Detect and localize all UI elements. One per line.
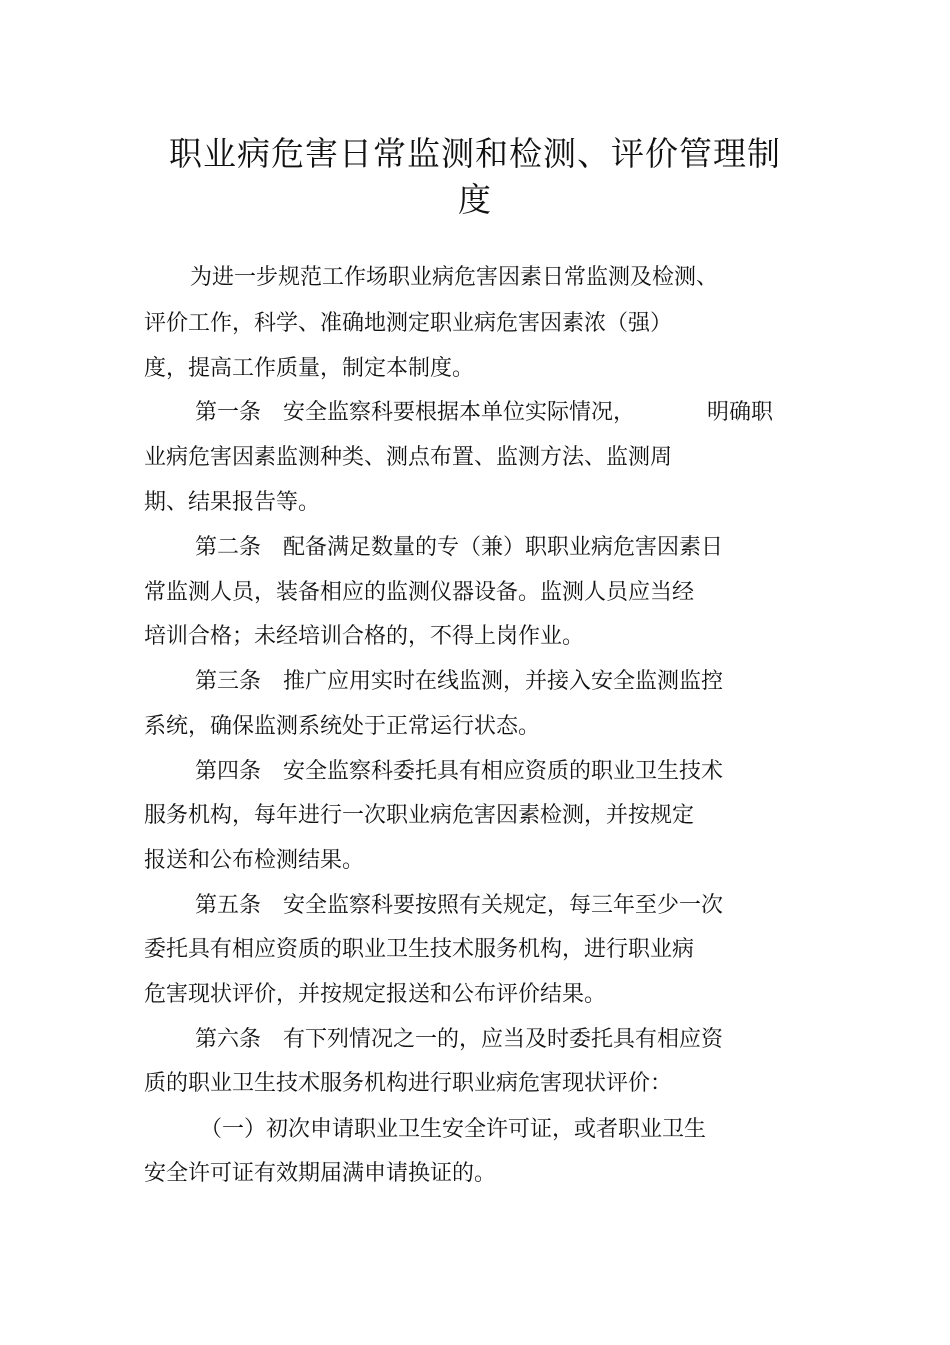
article-6-line-1 <box>195 1025 723 1055</box>
article-4-line-2: 服务机构，每年进行一次职业病危害因素检测，并按规定 <box>144 803 695 828</box>
article-3-text-1: 推广应用实时在线监测，并接入安全监测监控 <box>283 669 724 694</box>
article-5-line-3: 危害现状评价，并按规定报送和公布评价结果。 <box>144 982 607 1007</box>
item-1-line-1: （一）初次申请职业卫生安全许可证，或者职业卫生 <box>200 1117 707 1142</box>
article-2-label: 第二条 <box>195 535 262 560</box>
article-1-line-2: 业病危害因素监测种类、测点布置、监测方法、监测周 <box>144 445 673 470</box>
article-2-line-1 <box>195 533 723 563</box>
article-4-line-1 <box>195 757 723 787</box>
article-6-label: 第六条 <box>195 1027 262 1052</box>
article-5-text-1: 安全监察科要按照有关规定，每三年至少一次 <box>283 893 724 918</box>
article-2-line-2: 常监测人员，装备相应的监测仪器设备。监测人员应当经 <box>144 580 695 605</box>
document-title-line-1: 职业病危害日常监测和检测、评价管理制 <box>169 134 781 173</box>
item-1-line-2: 安全许可证有效期届满申请换证的。 <box>144 1161 497 1186</box>
article-1-label: 第一条 <box>195 400 262 425</box>
document-title-line-2: 度 <box>458 180 492 219</box>
article-1-line-1-tail: 明确职 <box>707 400 774 425</box>
article-4-label: 第四条 <box>195 759 262 784</box>
article-1-line-1 <box>195 398 635 428</box>
article-2-line-3: 培训合格；未经培训合格的，不得上岗作业。 <box>144 624 585 649</box>
intro-line-1: 为进一步规范工作场职业病危害因素日常监测及检测、 <box>190 265 719 290</box>
article-6-line-2: 质的职业卫生技术服务机构进行职业病危害现状评价： <box>144 1071 673 1096</box>
article-1-text-a: 安全监察科要根据本单位实际情况， <box>283 400 636 425</box>
article-3-line-1 <box>195 667 723 697</box>
article-1-line-3: 期、结果报告等。 <box>144 490 321 515</box>
intro-line-3: 度，提高工作质量，制定本制度。 <box>144 356 475 381</box>
article-5-label: 第五条 <box>195 893 262 918</box>
intro-line-2: 评价工作，科学、准确地测定职业病危害因素浓（强） <box>144 311 673 336</box>
article-4-text-1: 安全监察科委托具有相应资质的职业卫生技术 <box>283 759 724 784</box>
article-6-text-1: 有下列情况之一的，应当及时委托具有相应资 <box>283 1027 724 1052</box>
article-5-line-1 <box>195 891 723 921</box>
article-3-label: 第三条 <box>195 669 262 694</box>
article-2-text-1: 配备满足数量的专（兼）职职业病危害因素日 <box>283 535 724 560</box>
article-5-line-2: 委托具有相应资质的职业卫生技术服务机构，进行职业病 <box>144 937 695 962</box>
article-4-line-3: 报送和公布检测结果。 <box>144 848 365 873</box>
article-3-line-2: 系统，确保监测系统处于正常运行状态。 <box>144 714 541 739</box>
